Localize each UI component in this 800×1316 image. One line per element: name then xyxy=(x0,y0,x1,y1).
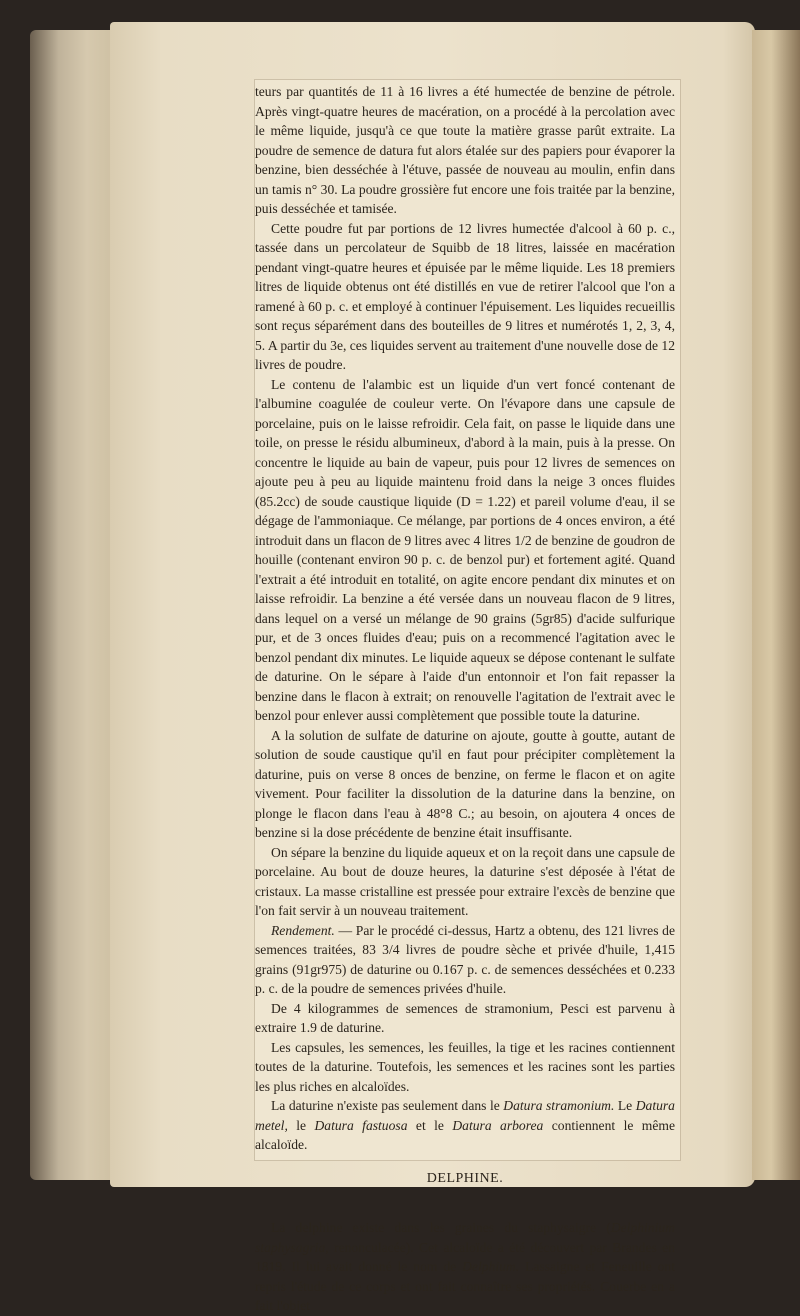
species-name: Datura metel, xyxy=(255,1098,675,1133)
paragraph-rendement xyxy=(255,921,675,999)
species-name: Delphium. xyxy=(462,1259,520,1274)
species-name: Delphinium staphysagria, xyxy=(255,1220,675,1255)
rendement-text: — Par le procédé ci-dessus, Hartz a obtenu, des 121 livres de semences traitées, 83 3/4 livres de poudre sèche et privée d'huile, 1,415 grains (91gr975) de daturine ou 0.167 p. c. de semences desséchées et 0.233 p. c. de la poudre de semences privées d'huile. xyxy=(255,922,675,996)
text-run: Le xyxy=(614,1098,636,1113)
rendement-label: Rendement. xyxy=(271,922,335,938)
book-page-edge-right xyxy=(752,30,800,1180)
species-name: Datura arborea xyxy=(452,1117,544,1133)
text-run: Lassaigne et Feneuille ont repris l'étude de ce corps et ont fait connaître ses propriétés. Couerbe en a fait l'objet xyxy=(255,1259,676,1313)
paragraph: A la solution de sulfate de daturine on ajoute, goutte à goutte, autant de solution de soude caustique qu'il en faut pour précipiter complètement la daturine, puis on verse 8 onces de benzine, on ferme le flacon et on agite vivement. Pour faciliter la dissolution de la daturine dans la benzine, on plonge le flacon dans l'eau à 48°8 C.; au besoin, on ajoutera 4 onces de benzine si la dose précédente de benzine était insuffisante. xyxy=(255,727,675,840)
text-column xyxy=(255,82,675,1316)
species-name: Datura stramonium. xyxy=(503,1098,615,1113)
paragraph: Les capsules, les semences, les feuilles, la tige et les racines contiennent toutes de la daturine. Toutefois, les semences et les racines sont les parties les plus riches en alcaloïdes. xyxy=(255,1039,675,1094)
paragraph-delphine xyxy=(255,1218,675,1316)
paragraph: Cette poudre fut par portions de 12 livres humectée d'alcool à 60 p. c., tassée dans un percolateur de Squibb de 18 litres, laissée en macération pendant vingt-quatre heures et épuisée par le même liquide. Les 18 premiers litres de liquide obtenus ont été distillés en vue de retirer l'alcool que l'on a ramené à 60 p. c. et employé à continuer l'épuisement. Les liquides recueillis sont reçus séparément dans des bouteilles de 9 litres et numérotés 1, 2, 3, 4, 5. A partir du 3e, ces liquides servent au traitement d'une nouvelle dose de 12 livres de poudre. xyxy=(255,220,675,372)
text-run: et le xyxy=(407,1117,453,1133)
text-run: La daturine n'existe pas seulement dans le xyxy=(271,1098,504,1113)
paragraph: teurs par quantités de 11 à 16 livres a été humectée de benzine de pétrole. Après vingt-quatre heures de macération, on a procédé à la percolation avec le même liquide, jusqu'à ce que toute la matière grasse parût extraite. La poudre de semence de datura fut alors étalée sur des papiers pour évaporer la benzine, bien desséchée à l'étuve, passée de nouveau au moulin, enfin dans un tamis n° 30. La poudre grossière fut encore une fois traitée par la benzine, puis desséchée et tamisée. xyxy=(255,84,675,216)
text-run: renonculacée). Cet alcaloïde a été découvert par Brandes en 1819. Il lui avait donné le nom de xyxy=(255,1239,675,1274)
text-run: contiennent le même alcaloïde. xyxy=(255,1117,676,1152)
paragraph: On sépare la benzine du liquide aqueux et on la reçoit dans une capsule de porcelaine. Au bout de douze heures, la daturine s'est déposée à l'état de cristaux. La masse cristalline est pressée pour extraire l'excès de benzine que l'on fait servir à un nouveau traitement. xyxy=(255,844,675,918)
section-heading: DELPHINE. xyxy=(426,1170,504,1186)
paragraph: De 4 kilogrammes de semences de stramonium, Pesci est parvenu à extraire 1.9 de daturine. xyxy=(255,1000,675,1035)
paragraph: Le contenu de l'alambic est un liquide d'un vert foncé contenant de l'albumine coagulée de couleur verte. On l'évapore dans une capsule de porcelaine, puis on le laisse refroidir. Cela fait, on passe le liquide dans une toile, on presse le résidu albumineux, d'abord à la main, puis à la presse. On concentre le liquide au bain de vapeur, puis pour 12 livres de semences on ajoute peu à peu au liquide maintenu froid dans la neige 3 onces fluides (85.2cc) de soude caustique liquide (D = 1.22) et pareil volume d'eau, il se dégage de l'ammoniaque. Ce mélange, par portions de 4 onces environ, a été introduit dans un flacon de 9 litres avec 4 litres 1/2 de benzine de goudron de houille (contenant environ 90 p. c. de benzol pur) et fortement agité. Quand l'extrait a été introduit en totalité, on agite encore pendant dix minutes et on laisse refroidir. La benzine a été versée dans un nouveau flacon de 9 litres, dans lequel on a versé un mélange de 90 grains (5gr85) d'acide sulfurique pur, et de 3 onces fluides d'eau; puis on a recommencé l'agitation avec le benzol pendant dix minutes. Le liquide aqueux se dépose contenant le sulfate de daturine. On le sépare à l'aide d'un entonnoir et l'on fait repasser la benzine dans le flacon à extrait; on renouvelle l'agitation de l'extrait avec le benzol pour enlever aussi complètement que possible toute la daturine. xyxy=(255,376,675,723)
paragraph-datura-species xyxy=(255,1096,675,1155)
text-run: le xyxy=(287,1117,315,1133)
species-name: Datura fastuosa xyxy=(314,1117,408,1133)
text-run: La delphine existe dans les graines du staphysaigre ( xyxy=(271,1220,611,1235)
